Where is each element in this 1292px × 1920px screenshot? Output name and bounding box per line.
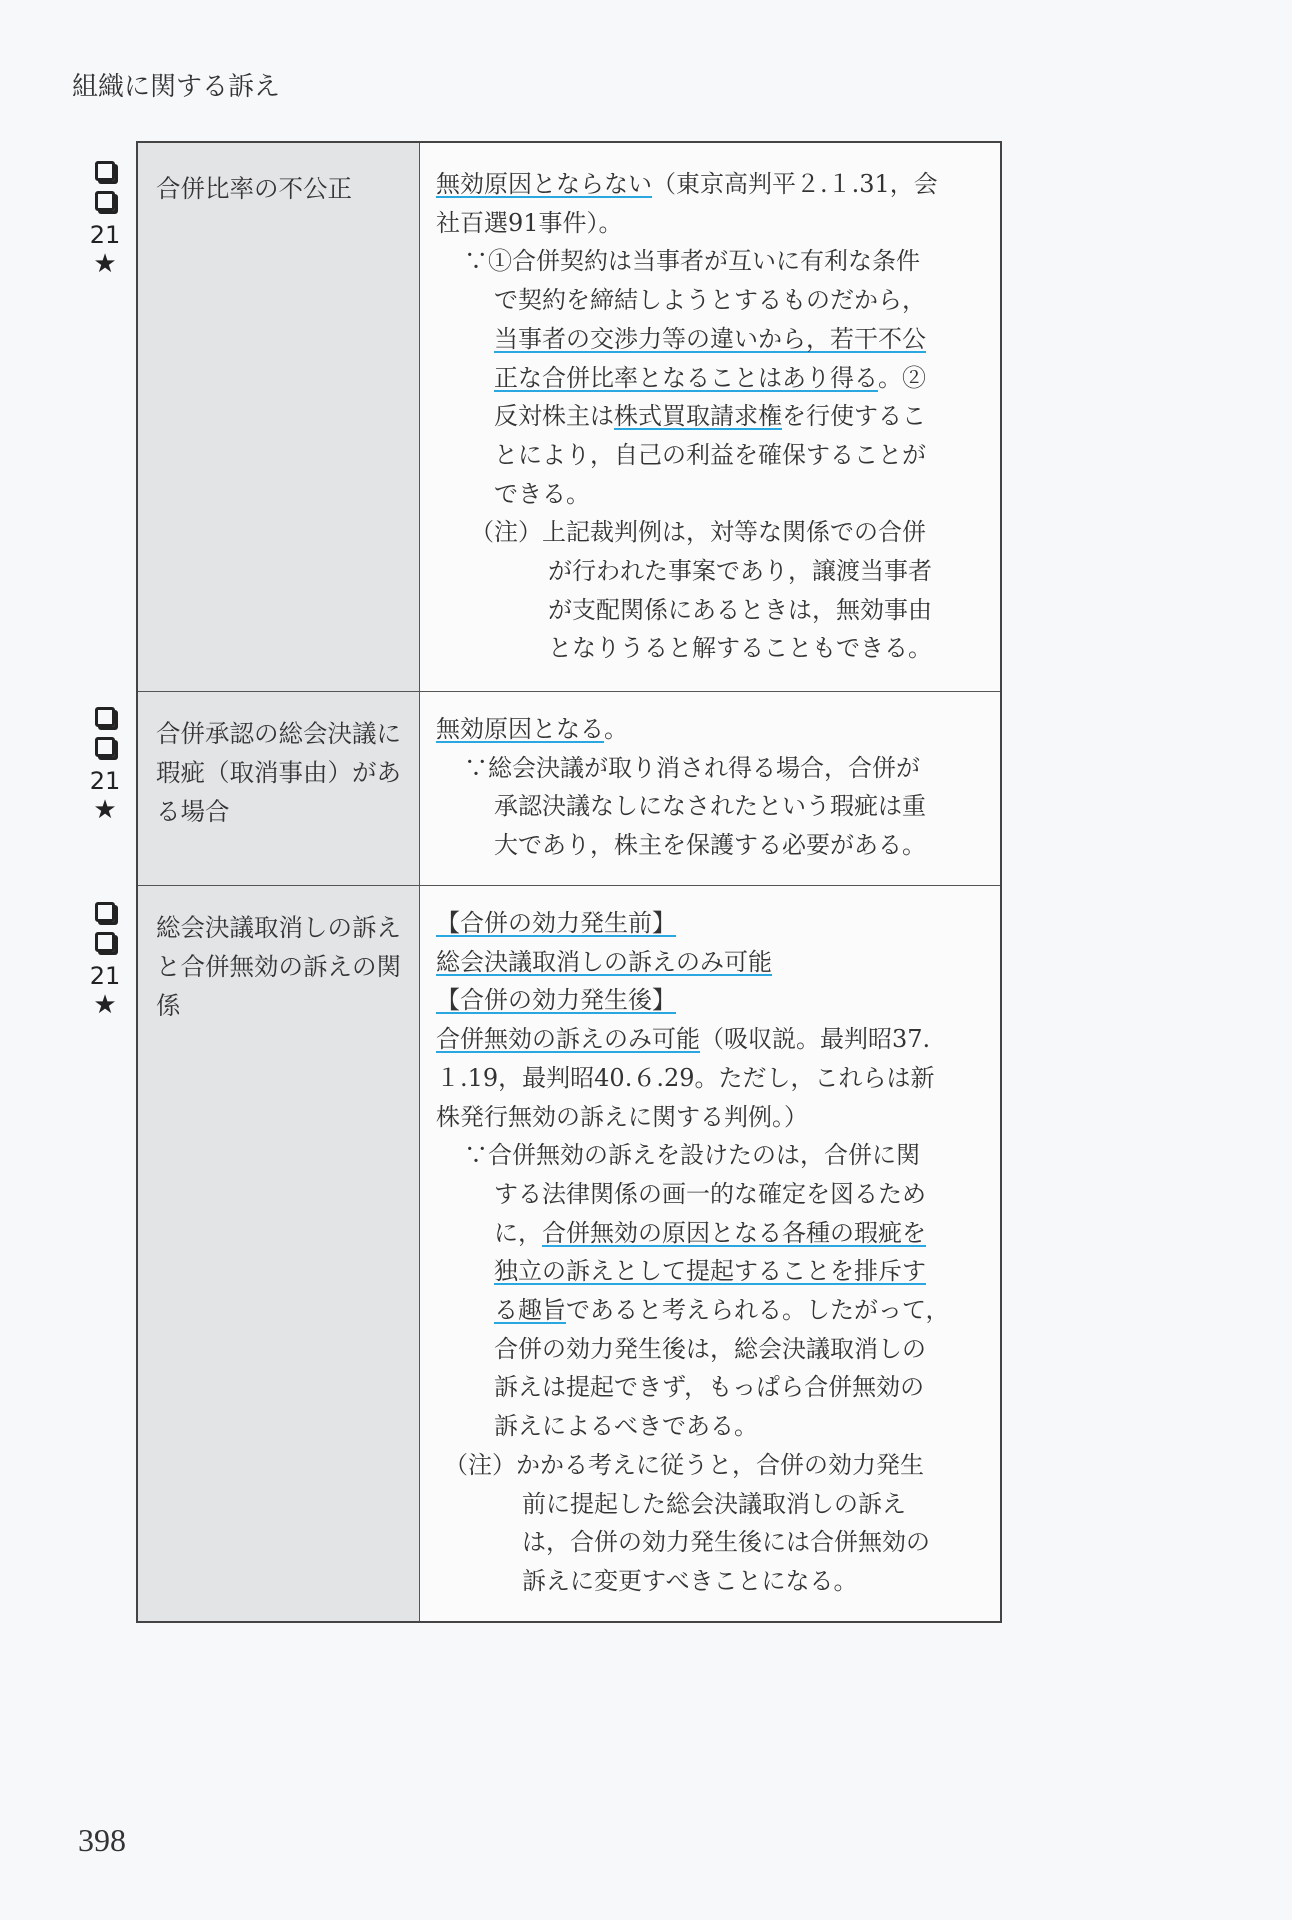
content-cell (420, 692, 1000, 885)
row-marker (88, 161, 122, 279)
highlighted-text: る趣旨 (494, 1296, 566, 1325)
text-span: に， (494, 1218, 542, 1247)
text-line (436, 1252, 986, 1291)
text-line (436, 904, 986, 943)
marker-number: 21 (89, 767, 121, 795)
marker-number: 21 (89, 221, 121, 249)
highlighted-text: 独立の訴えとして提起することを排斥す (494, 1257, 926, 1286)
text-span: 。② (878, 363, 926, 392)
highlighted-text: 株式買取請求権 (614, 402, 782, 431)
text-line: １.19，最判昭40.６.29。ただし，これらは新 (436, 1063, 935, 1092)
highlighted-text: 当事者の交渉力等の違いから，若干不公 (494, 324, 926, 353)
text-span: 反対株主は (494, 402, 614, 431)
note-line: 前に提起した総会決議取消しの訴え (522, 1489, 906, 1518)
note-line: が支配関係にあるときは，無効事由 (548, 595, 932, 624)
note-line: 訴えに変更すべきことになる。 (522, 1566, 858, 1595)
highlighted-text: 無効原因となる (436, 715, 604, 743)
text-line: ∵総会決議が取り消され得る場合，合併が (464, 753, 920, 782)
star-icon: ★ (93, 990, 117, 1020)
text-span: を行使するこ (782, 402, 926, 431)
note-line: が行われた事案であり，譲渡当事者 (548, 557, 932, 586)
text-line: 承認決議なしになされたという瑕疵は重 (494, 792, 926, 821)
text-line: 合併の効力発生後は，総会決議取消しの (494, 1334, 926, 1363)
content-cell (420, 143, 1000, 691)
text-line: で契約を締結しようとするものだから， (494, 286, 926, 315)
row-marker (88, 707, 122, 825)
text-line: できる。 (494, 479, 590, 508)
note-line: （注）かかる考えに従うと，合併の効力発生 (444, 1450, 924, 1479)
text-span: 。 (604, 715, 628, 743)
checkbox-icon[interactable] (95, 191, 115, 211)
highlighted-text: 無効原因とならない (436, 170, 652, 198)
page-number: 398 (78, 1822, 126, 1858)
checkbox-icon[interactable] (95, 737, 115, 757)
text-line: 社百選91事件）。 (436, 208, 623, 237)
row-marker (88, 902, 122, 1020)
text-line: 訴えによるべきである。 (494, 1412, 758, 1441)
running-head: 組織に関する訴え (72, 72, 281, 102)
text-line: ∵合併無効の訴えを設けたのは，合併に関 (464, 1141, 920, 1170)
text-line: 訴えは提起できず，もっぱら合併無効の (494, 1373, 925, 1402)
highlighted-text: 合併無効の原因となる各種の瑕疵を (542, 1218, 926, 1247)
highlighted-text: 【合併の効力発生前】 (436, 909, 676, 937)
table-row (138, 691, 1000, 885)
text-span: であると考えられる。したがって， (566, 1296, 950, 1325)
summary-table (136, 141, 1002, 1623)
highlighted-text: 正な合併比率となることはあり得る (494, 363, 878, 392)
star-icon: ★ (93, 249, 117, 279)
topic-cell: 総会決議取消しの訴えと合併無効の訴えの関係 (138, 886, 420, 1621)
highlighted-text: 総会決議取消しの訴えのみ可能 (436, 947, 772, 976)
checkbox-icon[interactable] (95, 932, 115, 952)
text-span: （東京高判平２.１.31，会 (652, 170, 938, 198)
text-line: する法律関係の画一的な確定を図るため (494, 1179, 926, 1208)
text-span: （吸収説。最判昭37. (700, 1025, 931, 1054)
content-cell (420, 886, 1000, 1621)
text-line (436, 1020, 986, 1059)
checkbox-icon[interactable] (95, 902, 115, 922)
text-line: 株発行無効の訴えに関する判例。） (436, 1102, 808, 1131)
text-line: とにより，自己の利益を確保することが (494, 440, 926, 469)
text-line (436, 359, 986, 398)
marker-number: 21 (89, 962, 121, 990)
text-line: 大であり，株主を保護する必要がある。 (494, 831, 926, 860)
text-line (436, 943, 986, 982)
highlighted-text: 【合併の効力発生後】 (436, 986, 676, 1015)
text-line (436, 320, 986, 359)
text-line (436, 710, 986, 749)
text-line (436, 165, 986, 204)
topic-cell: 合併承認の総会決議に瑕疵（取消事由）がある場合 (138, 692, 420, 885)
text-line (436, 1291, 986, 1330)
text-line (436, 397, 986, 436)
text-line: ∵①合併契約は当事者が互いに有利な条件 (464, 247, 920, 276)
topic-cell: 合併比率の不公正 (138, 143, 420, 691)
note-line: （注）上記裁判例は，対等な関係での合併 (470, 518, 926, 547)
table-row (138, 143, 1000, 691)
text-line (436, 1214, 986, 1253)
note-line: となりうると解することもできる。 (548, 634, 932, 663)
checkbox-icon[interactable] (95, 707, 115, 727)
highlighted-text: 合併無効の訴えのみ可能 (436, 1025, 700, 1054)
star-icon: ★ (93, 795, 117, 825)
table-row (138, 885, 1000, 1621)
text-line (436, 981, 986, 1020)
note-line: は，合併の効力発生後には合併無効の (522, 1528, 930, 1557)
checkbox-icon[interactable] (95, 161, 115, 181)
